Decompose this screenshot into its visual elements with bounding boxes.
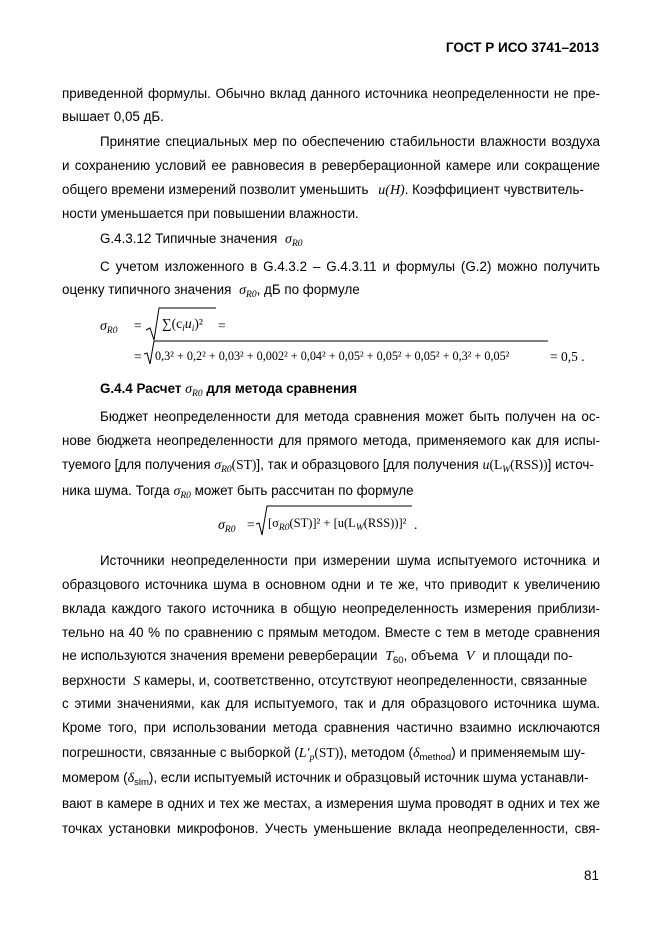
equals-sign: =	[218, 318, 226, 333]
text-fragment: ника шума. Тогда	[62, 483, 170, 498]
math-symbol: u(H)	[378, 183, 405, 198]
formula-lhs	[218, 517, 235, 535]
text-fragment: туемого [для получения	[62, 457, 211, 472]
plus-sign: +	[323, 516, 331, 530]
text-fragment: ), если испытуемый источник и образцовый источник шума устанавли-	[148, 770, 589, 785]
paragraph-line: вклада каждого такого источника в общую неопределенность измерения приблизи-	[62, 601, 600, 616]
section-text: G.4.3.12 Типичные значения	[100, 231, 278, 246]
text-fragment: погрешности, связанные с выборкой (	[62, 745, 299, 760]
paragraph-line: Принятие специальных мер по обеспечению стабильности влажности воздуха	[100, 134, 600, 149]
symbol-subscript: R0	[224, 525, 236, 535]
paragraph-line	[62, 770, 600, 791]
text-fragment: верхности	[62, 673, 126, 688]
paragraph-line: Кроме того, при использовании метода сравнения частично взаимно исключаются	[62, 720, 600, 735]
term-1: [σ	[268, 516, 279, 530]
text-fragment: ] источ-	[547, 457, 594, 472]
term-2-arg: (RSS))]²	[363, 516, 407, 530]
argument: (ST)	[314, 745, 340, 760]
text-fragment: может быть рассчитан по формуле	[194, 483, 414, 498]
paragraph-line	[62, 282, 600, 303]
paragraph-line: вышает 0,05 дБ.	[62, 109, 164, 124]
lp-symbol: L′	[298, 746, 310, 761]
radicand: 0,3² + 0,2² + 0,03² + 0,002² + 0,04² + 0,05² + 0,05² + 0,05² + 0,3² + 0,05²	[155, 349, 510, 363]
symbol-subscript: R0	[180, 491, 191, 501]
text-fragment: момером (	[62, 770, 128, 785]
paragraph-line	[62, 673, 600, 690]
symbol-subscript: R0	[278, 523, 290, 533]
v-symbol: V	[465, 649, 475, 664]
symbol-subscript: p	[309, 753, 315, 763]
formula-result: = 0,5 .	[550, 349, 585, 364]
section-word: Расчет	[136, 381, 182, 396]
text-fragment: , дБ по формуле	[256, 282, 360, 297]
paragraph-line: Источники неопределенности при измерении шума испытуемого источника и	[100, 553, 600, 568]
paragraph-line: Бюджет неопределенности для метода сравнения может быть получен на ос-	[100, 409, 600, 424]
sigma-symbol: σ	[218, 518, 225, 533]
paragraph-line: точках установки микрофонов. Учесть уменьшение вклада неопределенности, свя-	[62, 821, 600, 836]
sigma-symbol: σ	[185, 382, 193, 397]
sum-symbol: ∑(c	[162, 316, 183, 331]
paragraph-line: тельно на 40 % по сравнению с прямым методом. Вместе с тем в методе сравнения	[62, 625, 600, 640]
t-symbol: T	[385, 649, 394, 664]
document-header: ГОСТ Р ИСО 3741–2013	[445, 40, 599, 55]
delta-symbol: δ	[127, 771, 135, 786]
close-paren: )²	[194, 316, 203, 331]
text-fragment: оценку типичного значения	[62, 282, 232, 297]
symbol-subscript: R0	[106, 326, 118, 336]
text-fragment: ), методом (	[339, 745, 413, 760]
equals-sign: =	[247, 517, 255, 532]
equals-sign: =	[134, 318, 142, 333]
term-1-arg: (ST)]²	[289, 516, 321, 530]
sigma-symbol: σ	[173, 484, 181, 499]
paragraph-line	[62, 745, 600, 766]
sum-term	[162, 316, 203, 334]
formula-lhs	[100, 318, 117, 336]
sum-index: i	[182, 324, 185, 334]
text-fragment: ) и применяемым шу-	[451, 745, 586, 760]
symbol-subscript: slm	[134, 777, 149, 788]
section-heading	[100, 231, 600, 252]
section-heading	[100, 381, 600, 402]
page-number: 81	[583, 868, 599, 883]
paragraph-line	[62, 483, 600, 504]
delta-symbol: δ	[412, 746, 420, 761]
sigma-symbol: σ	[285, 232, 292, 247]
symbol-subscript: method	[419, 752, 452, 763]
u-subscript: i	[191, 324, 195, 334]
paragraph-line: с этими значениями, как для испытуемого, так и для образцового источника шума.	[62, 696, 600, 711]
paragraph-line: приведенной формулы. Обычно вклад данного источника неопределенности не пре-	[62, 86, 600, 101]
text-fragment: не используются значения времени реверберации	[62, 648, 378, 663]
section-rest: для метода сравнения	[206, 381, 358, 396]
paragraph-line: и сохранению условий ее равновесия в реверберационной камере или сокращение	[62, 158, 600, 173]
paragraph-line: образцового источника шума в основном одни и те же, что приводит к увеличению	[62, 577, 600, 592]
paragraph-line: нове бюджета неопределенности для прямого метода, применяемого как для испы-	[62, 433, 600, 448]
symbol-subscript: W	[502, 465, 511, 475]
term-2: [u(L	[333, 516, 356, 530]
sigma-symbol: σ	[214, 458, 222, 473]
text-fragment: . Коэффициент чувствитель-	[404, 182, 584, 197]
sigma-symbol: σ	[239, 283, 247, 298]
paragraph-line: вают в камере в одних и тех же местах, а измерения шума проводят в одних и тех же	[62, 796, 600, 811]
paragraph-line	[62, 648, 600, 669]
sigma-symbol: σ	[100, 319, 107, 334]
argument: (ST)	[231, 457, 257, 472]
s-symbol: S	[133, 674, 141, 689]
paragraph-line: ности уменьшается при повышении влажности.	[62, 206, 359, 221]
paragraph-line: С учетом изложенного в G.4.3.2 – G.4.3.11 и формулы (G.2) можно получить	[100, 259, 600, 274]
symbol-subscript: 60	[393, 655, 404, 666]
u-symbol: u	[482, 458, 490, 473]
text-fragment: , объема	[403, 648, 459, 663]
paragraph-line	[62, 457, 600, 478]
equals-sign: =	[134, 349, 142, 364]
text-fragment: ], так и образцового [для получения	[256, 457, 479, 472]
formula-end: .	[414, 517, 418, 532]
radicand	[268, 516, 406, 533]
symbol-subscript: R0	[221, 465, 232, 475]
paragraph-line	[62, 182, 600, 199]
text-fragment: и площади по-	[482, 648, 573, 663]
symbol-subscript: R0	[246, 290, 257, 300]
symbol-subscript: R0	[192, 389, 203, 399]
section-number: G.4.4	[100, 381, 133, 396]
text-fragment: камеры, и, соответственно, отсутствуют неопределенности, связанные	[144, 673, 588, 688]
text-fragment: общего времени измерений позволит уменьшить	[62, 182, 369, 197]
argument: (L	[489, 457, 503, 472]
argument: (RSS))	[510, 457, 548, 472]
symbol-subscript: W	[355, 523, 364, 533]
u-symbol: u	[184, 317, 192, 332]
symbol-subscript: R0	[291, 239, 303, 249]
